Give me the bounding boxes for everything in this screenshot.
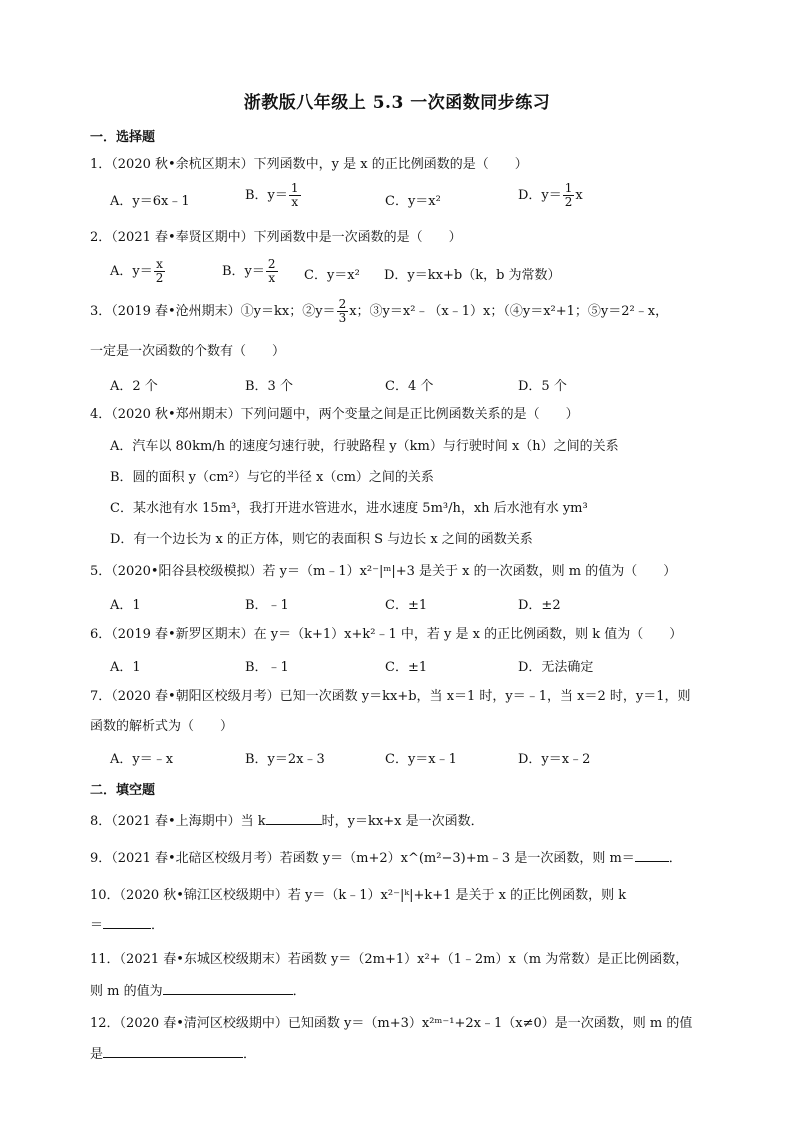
section-choice-heading: 一．选择题	[90, 130, 156, 145]
question-7-option-d: D．y＝x﹣2	[518, 752, 591, 767]
question-3-stem: 3．（2019 春•沧州期末）①y＝kx；②y＝ $\frac{2}{3}$ x；③y＝x²﹣（x﹣1）x；（④y＝x²+1；⑤y＝2²﹣x，	[90, 297, 669, 325]
question-12: 12．（2020 春•清河区校级期中）已知函数 y＝（m+3）x²ᵐ⁻¹+2x﹣1（x≠0）是一次函数，则 m 的值	[90, 1016, 693, 1031]
question-4-option-a: A．汽车以 80km/h 的速度匀速行驶，行驶路程 y（km）与行驶时间 x（h）之间的关系	[110, 439, 619, 454]
question-1-stem: 1．（2020 秋•余杭区期末）下列函数中，y 是 x 的正比例函数的是（ ）	[90, 157, 528, 172]
question-2-stem: 2．（2021 春•奉贤区期中）下列函数中是一次函数的是（ ）	[90, 230, 462, 245]
answer-blank	[103, 914, 151, 929]
fraction: $\frac{1}{x}$	[290, 181, 299, 209]
question-4-option-d: D．有一个边长为 x 的正方体，则它的表面积 S 与边长 x 之间的函数关系	[110, 532, 533, 547]
question-9: 9．（2021 春•北碚区校级月考）若函数 y＝（m+2）x^(m²−3)+m﹣3 是一次函数，则 m＝ ．	[90, 847, 710, 869]
answer-blank	[635, 847, 669, 862]
answer-blank	[266, 810, 322, 825]
question-7-option-b: B．y＝2x﹣3	[245, 752, 325, 767]
question-2-option-a: A．y＝ $\frac{x}{2}$	[110, 257, 164, 285]
question-11-line-2: 则 m 的值为 ．	[90, 980, 710, 1002]
section-fill-heading: 二．填空题	[90, 783, 156, 798]
question-2-option-d: D．y＝kx+b（k，b 为常数）	[384, 268, 561, 283]
question-10: 10．（2020 秋•锦江区校级期中）若 y＝（k﹣1）x²⁻|ᵏ|+k+1 是关于 x 的正比例函数，则 k	[90, 888, 627, 903]
fraction: $\frac{x}{2}$	[155, 257, 164, 285]
question-11: 11．（2021 春•东城区校级期末）若函数 y＝（2m+1）x²+（1﹣2m）x（m 为常数）是正比例函数，	[90, 952, 689, 967]
fraction: $\frac{2}{x}$	[267, 257, 276, 285]
question-12-line-2: 是 ．	[90, 1043, 710, 1065]
question-7-line-2: 函数的解析式为（ ）	[90, 719, 234, 734]
question-1-option-d: D．y＝ $\frac{1}{2}$ x	[518, 181, 583, 209]
question-3-option-a: A．2 个	[110, 379, 158, 394]
question-6-option-b: B．﹣1	[245, 660, 289, 675]
question-3-option-d: D．5 个	[518, 379, 567, 394]
question-5-option-d: D．±2	[518, 598, 561, 613]
question-5-stem: 5．（2020•阳谷县校级模拟）若 y＝（m﹣1）x²⁻|ᵐ|+3 是关于 x 的一次函数，则 m 的值为（ ）	[90, 564, 677, 579]
question-5-option-b: B．﹣1	[245, 598, 289, 613]
question-8: 8．（2021 春•上海期中）当 k 时，y＝kx+x 是一次函数．	[90, 810, 710, 832]
fraction: $\frac{2}{3}$	[338, 297, 347, 325]
question-10-line-2: ＝ ．	[90, 914, 710, 936]
question-1-option-b: B．y＝ $\frac{1}{x}$	[245, 181, 299, 209]
question-2-option-c: C．y＝x²	[304, 268, 360, 283]
question-4-option-c: C．某水池有水 15m³，我打开进水管进水，进水速度 5m³/h，xh 后水池有水 ym³	[110, 501, 588, 516]
question-1-option-c: C．y＝x²	[385, 194, 441, 209]
question-6-stem: 6．（2019 春•新罗区期末）在 y＝（k+1）x+k²﹣1 中，若 y 是 x 的正比例函数，则 k 值为（ ）	[90, 627, 683, 642]
fraction: $\frac{1}{2}$	[564, 181, 573, 209]
question-5-option-c: C．±1	[385, 598, 428, 613]
question-6-option-a: A．1	[110, 660, 141, 675]
question-6-option-d: D．无法确定	[518, 660, 594, 675]
question-1-option-a: A．y＝6x﹣1	[110, 194, 190, 209]
question-3-option-c: C．4 个	[385, 379, 434, 394]
question-3-line-2: 一定是一次函数的个数有（ ）	[90, 344, 286, 359]
question-7-stem: 7．（2020 春•朝阳区校级月考）已知一次函数 y＝kx+b，当 x＝1 时，y＝﹣1，当 x＝2 时，y＝1，则	[90, 689, 691, 704]
answer-blank	[103, 1043, 243, 1058]
question-4-option-b: B．圆的面积 y（cm²）与它的半径 x（cm）之间的关系	[110, 470, 434, 485]
answer-blank	[163, 980, 293, 995]
question-7-option-c: C．y＝x﹣1	[385, 752, 457, 767]
question-3-option-b: B．3 个	[245, 379, 293, 394]
question-2-option-b: B．y＝ $\frac{2}{x}$	[222, 257, 276, 285]
question-7-option-a: A．y＝﹣x	[110, 752, 174, 767]
page-title: 浙教版八年级上 5.3 一次函数同步练习	[243, 93, 551, 113]
question-6-option-c: C．±1	[385, 660, 428, 675]
question-4-stem: 4．（2020 秋•郑州期末）下列问题中，两个变量之间是正比例函数关系的是（ ）	[90, 407, 579, 422]
question-5-option-a: A．1	[110, 598, 141, 613]
